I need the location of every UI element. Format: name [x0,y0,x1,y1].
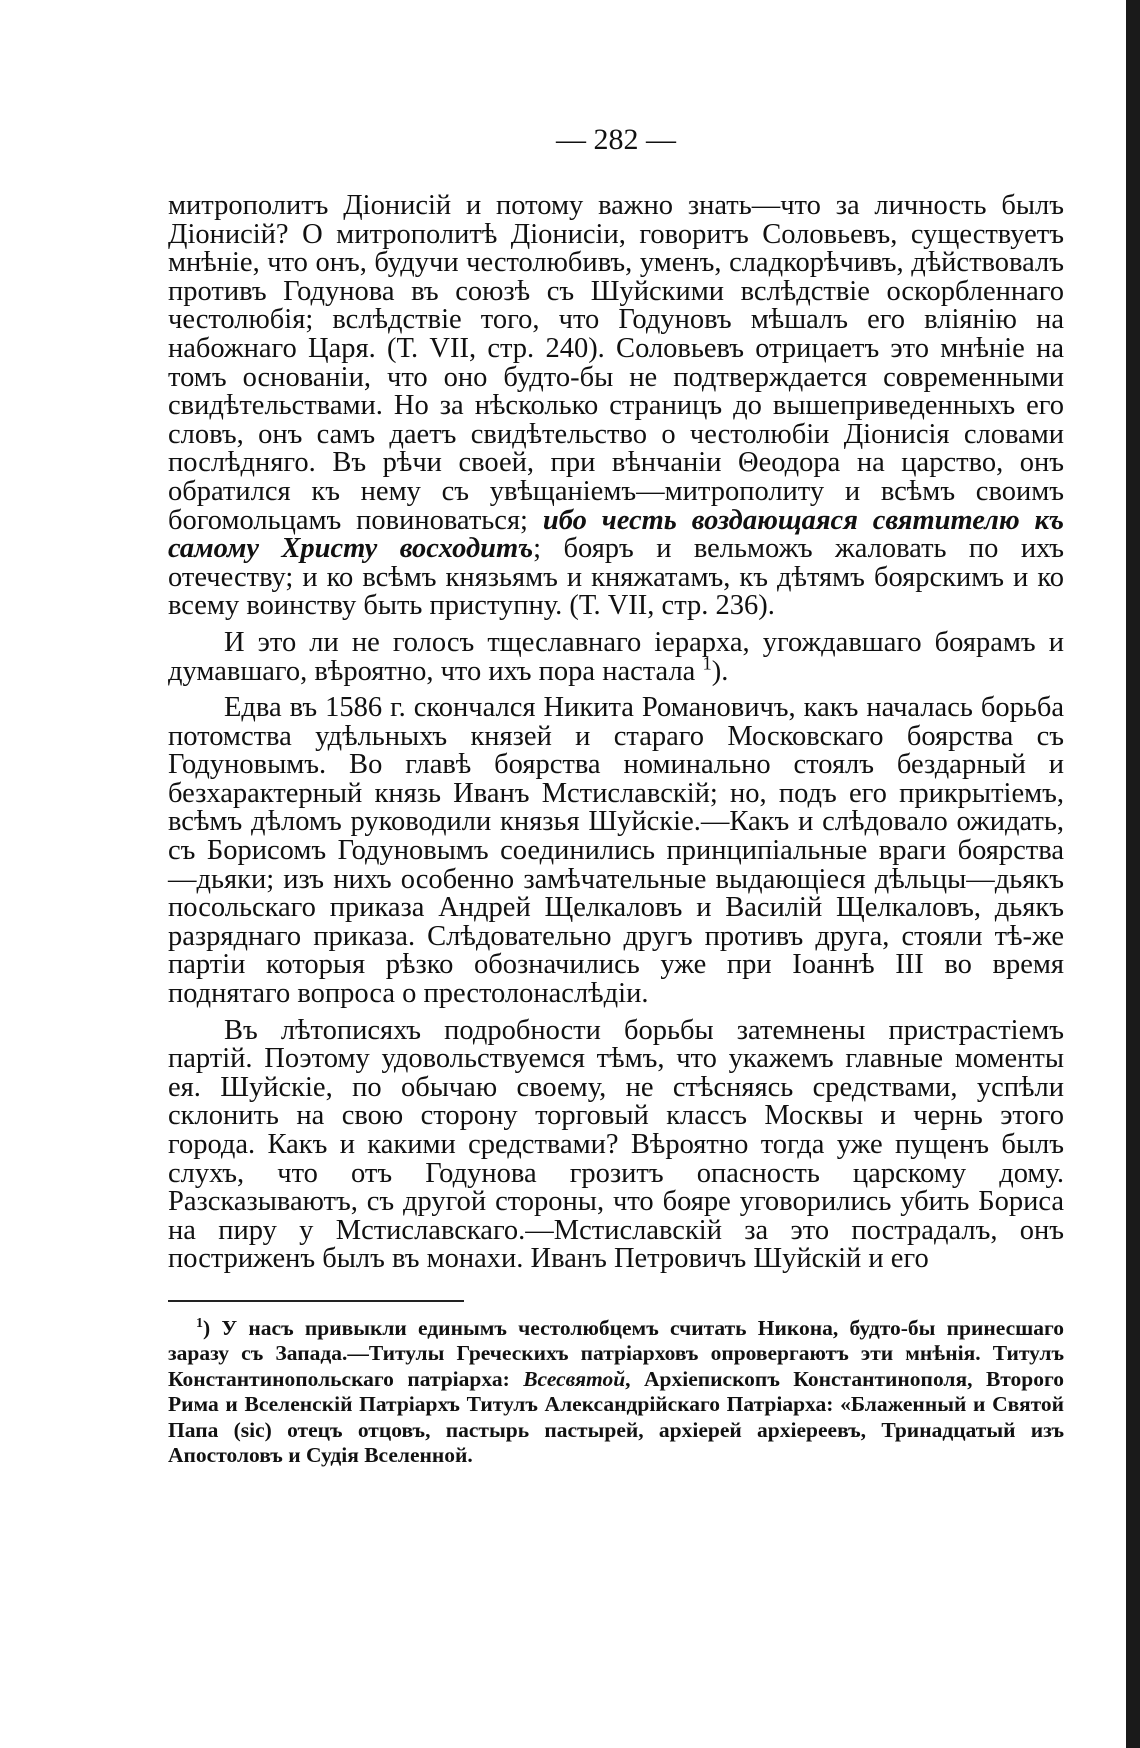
footnote-text-a: ) У насъ привыкли единымъ честолюбцемъ считать Никона, будто-бы принесшаго заразу съ Запада.—Титулы Греческихъ патріарховъ опровергаютъ эти мнѣнія. Титулъ Константинопольскаго патріарха: [168,1315,1064,1391]
footnote-text-b: , Архіепископъ Константинополя, Второго Рима и Вселенскій Патріархъ Титулъ Александрійскаго Патріарха: «Блаженный и Святой Папа (sic) отецъ отцовъ, пастырь пастырей, архіерей архіереевъ, Тринадцатый изъ Апостоловъ и Судія Вселенной. [168,1366,1064,1468]
page-number: — 282 — [556,123,676,156]
footnote-mark: 1 [196,1315,203,1331]
paragraph-2-text-a: И это ли не голосъ тщеславнаго іерарха, угождавшаго боярамъ и думавшаго, вѣроятно, что ихъ пора настала [168,626,1064,687]
book-page [168,120,1064,1469]
footnote-emphasis: Всесвятой [523,1366,626,1391]
paragraph-2 [168,626,1064,687]
paragraph-1 [168,192,1064,621]
paragraph-1-text-a: митрополитъ Діонисій и потому важно знать—что за личность былъ Діонисій? О митрополитѣ Діонисіи, говоритъ Соловьевъ, существуетъ мнѣніе, что онъ, будучи честолюбивъ, уменъ, сладкорѣчивъ, дѣйствовалъ противъ Годунова въ союзѣ съ Шуйскими вслѣдствіе оскорбленнаго честолюбія; вслѣдствіе того, что Годуновъ мѣшалъ его вліянію на набожнаго Царя. (Т. VII, стр. 240). Соловьевъ отрицаетъ это мнѣніе на томъ основаніи, что оно будто-бы не подтверждается современными свидѣтельствами. Но за нѣсколько страницъ до вышеприведенныхъ его словъ, онъ самъ даетъ свидѣтельство о честолюбіи Діонисія словами послѣдняго. Въ рѣчи своей, при вѣнчаніи Θеодора на царство, онъ обратился къ нему съ увѣщаніемъ—митрополиту и всѣмъ своимъ богомольцамъ повиноваться; [168,190,1064,536]
paragraph-2-text-b: ). [711,655,729,687]
paragraph-1-text-b: ; бояръ и вельможъ жаловать по ихъ отечеству; и ко всѣмъ князьямъ и княжатамъ, къ дѣтямъ боярскимъ и ко всему воинству быть приступну. (Т. VII, стр. 236). [168,533,1064,622]
footnote-reference: 1 [702,653,712,674]
paragraph-4: Въ лѣтописяхъ подробности борьбы затемнены пристрастіемъ партій. Поэтому удовольствуемся тѣмъ, что укажемъ главные моменты ея. Шуйскіе, по обычаю своему, не стѣсняясь средствами, успѣли склонить на свою сторону торговый классъ Москвы и чернь этого города. Какъ и какими средствами? Вѣроятно тогда уже пущенъ былъ слухъ, что отъ Годунова грозитъ опасность царскому дому. Разсказываютъ, съ другой стороны, что бояре уговорились убить Бориса на пиру у Мстиславскаго.—Мстиславскій за это пострадалъ, онъ постриженъ былъ въ монахи. Иванъ Петровичъ Шуйскій и его [168,1014,1064,1275]
footnote [168,1316,1064,1469]
paragraph-3: Едва въ 1586 г. скончался Никита Романовичъ, какъ началась борьба потомства удѣльныхъ князей и стараго Московскаго боярства съ Годуновымъ. Во главѣ боярства номинально стоялъ бездарный и безхарактерный князь Иванъ Мстиславскій; но, подъ его прикрытіемъ, всѣмъ дѣломъ руководили князья Шуйскіе.—Какъ и слѣдовало ожидать, съ Борисомъ Годуновымъ соединились принципіальные враги боярства—дьяки; изъ нихъ особенно замѣчательные выдающіеся дѣльцы—дьякъ посольскаго приказа Андрей Щелкаловъ и Василій Щелкаловъ, дьякъ разряднаго приказа. Слѣдовательно другъ противъ друга, стояли тѣ-же партіи которыя рѣзко обозначились уже при Іоаннѣ III во время поднятаго вопроса о престолонаслѣдіи. [168,692,1064,1010]
page-edge-shadow [1126,0,1140,1748]
footnote-divider [168,1300,464,1302]
paragraph-1-emphasis: ибо честь воздающаяся святителю къ самому Христу восходитъ [168,504,1065,565]
